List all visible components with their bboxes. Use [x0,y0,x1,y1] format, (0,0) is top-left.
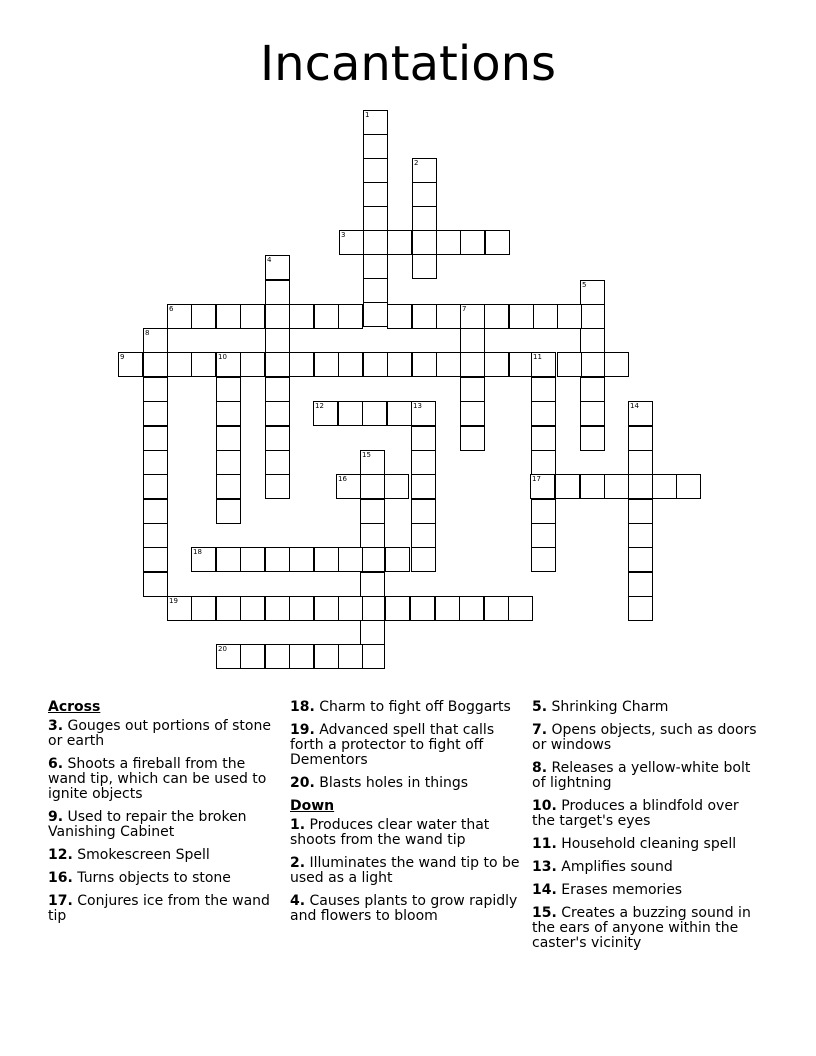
grid-cell[interactable] [460,426,485,451]
grid-cell[interactable] [191,547,216,572]
cell-number: 11 [533,353,542,361]
clue-number: 20. [290,775,315,791]
grid-cell[interactable] [580,377,605,402]
grid-cell[interactable] [143,523,168,548]
grid-cell[interactable] [143,572,168,597]
grid-cell[interactable] [628,572,653,597]
grid-cell[interactable] [363,254,388,279]
grid-cell[interactable] [360,620,385,645]
grid-cell[interactable] [216,450,241,475]
grid-cell[interactable] [191,596,216,621]
grid-cell[interactable] [289,644,314,669]
grid-cell[interactable] [289,547,314,572]
grid-cell[interactable] [265,280,290,305]
grid-cell[interactable] [191,352,216,377]
cell-number: 14 [630,402,639,410]
clue-number: 10. [532,798,557,814]
grid-cell[interactable] [652,474,677,499]
clue-section-heading: Across [48,699,101,715]
grid-cell[interactable] [360,499,385,524]
grid-cell[interactable] [412,230,437,255]
grid-cell[interactable] [265,401,290,426]
cell-number: 12 [315,402,324,410]
clue-item [48,757,280,802]
cell-number: 13 [413,402,422,410]
grid-cell[interactable] [143,352,168,377]
grid-cell[interactable] [580,474,605,499]
grid-cell[interactable] [289,352,314,377]
grid-cell[interactable] [557,304,582,329]
clue-item [532,700,764,715]
grid-cell[interactable] [580,352,605,377]
grid-cell[interactable] [143,401,168,426]
cell-number: 18 [193,548,202,556]
grid-cell[interactable] [240,596,265,621]
grid-cell[interactable] [580,328,605,353]
grid-cell[interactable] [363,278,388,303]
grid-cell[interactable] [216,304,241,329]
cell-number: 8 [145,329,150,337]
grid-cell[interactable] [628,596,653,621]
grid-cell[interactable] [216,596,241,621]
clue-section-heading: Down [290,798,335,814]
grid-cell[interactable] [411,499,436,524]
grid-cell[interactable] [265,426,290,451]
grid-cell[interactable] [485,230,510,255]
clue-item [290,818,522,848]
grid-cell[interactable] [557,352,582,377]
clue-text: Illuminates the wand tip to be used as a light [290,855,520,886]
clue-item [290,856,522,886]
grid-cell[interactable] [412,254,437,279]
puzzle-title: Incantations [260,36,556,92]
grid-cell[interactable] [360,644,385,669]
clue-item [48,810,280,840]
clue-text: Used to repair the broken Vanishing Cabinet [48,809,247,840]
grid-cell[interactable] [411,523,436,548]
grid-cell[interactable] [460,377,485,402]
grid-cell[interactable] [265,450,290,475]
grid-cell[interactable] [363,302,388,327]
grid-cell[interactable] [412,304,437,329]
grid-cell[interactable] [339,230,364,255]
grid-cell[interactable] [143,499,168,524]
grid-cell[interactable] [436,352,461,377]
clue-text: Causes plants to grow rapidly and flowers to bloom [290,893,518,924]
grid-cell[interactable] [216,547,241,572]
grid-cell[interactable] [387,352,412,377]
grid-cell[interactable] [580,280,605,305]
grid-cell[interactable] [628,426,653,451]
cell-number: 6 [169,305,174,313]
grid-cell[interactable] [410,596,435,621]
grid-cell[interactable] [531,547,556,572]
clue-text: Shrinking Charm [547,699,669,715]
grid-cell[interactable] [460,352,485,377]
grid-cell[interactable] [436,304,461,329]
grid-cell[interactable] [411,474,436,499]
clue-number: 15. [532,905,557,921]
clue-number: 8. [532,760,548,776]
grid-cell[interactable] [313,401,338,426]
clue-item [532,906,764,951]
grid-cell[interactable] [628,450,653,475]
clue-text: Blasts holes in things [314,775,469,791]
grid-cell[interactable] [460,401,485,426]
cell-number: 5 [582,281,587,289]
grid-cell[interactable] [314,352,339,377]
grid-cell[interactable] [533,304,558,329]
clue-number: 1. [290,817,306,833]
clues-column-1 [48,700,280,932]
grid-cell[interactable] [411,450,436,475]
clue-item [532,837,764,852]
grid-cell[interactable] [530,474,555,499]
grid-cell[interactable] [338,596,363,621]
grid-cell[interactable] [363,134,388,159]
clues-column-3 [532,700,764,959]
clue-item [532,761,764,791]
grid-cell[interactable] [363,182,388,207]
clue-number: 5. [532,699,548,715]
grid-cell[interactable] [580,401,605,426]
cell-number: 4 [267,256,272,264]
grid-cell[interactable] [143,328,168,353]
clue-number: 4. [290,893,306,909]
grid-cell[interactable] [460,304,485,329]
grid-cell[interactable] [167,596,192,621]
clue-text: Produces clear water that shoots from the wand tip [290,817,490,848]
clue-number: 9. [48,809,64,825]
grid-cell[interactable] [387,304,412,329]
grid-cell[interactable] [459,596,484,621]
clue-number: 11. [532,836,557,852]
cell-number: 19 [169,597,178,605]
grid-cell[interactable] [143,377,168,402]
clue-item [290,776,522,791]
grid-cell[interactable] [336,474,361,499]
grid-cell[interactable] [360,596,385,621]
cell-number: 20 [218,645,227,653]
clue-number: 16. [48,870,73,886]
grid-cell[interactable] [265,328,290,353]
grid-cell[interactable] [435,596,460,621]
clue-text: Advanced spell that calls forth a protector to fight off Dementors [290,722,495,768]
grid-cell[interactable] [411,401,436,426]
grid-cell[interactable] [265,596,290,621]
clue-number: 2. [290,855,306,871]
grid-cell[interactable] [460,230,485,255]
clue-number: 19. [290,722,315,738]
grid-cell[interactable] [509,352,534,377]
grid-cell[interactable] [604,474,629,499]
grid-cell[interactable] [362,401,387,426]
clue-number: 18. [290,699,315,715]
grid-cell[interactable] [628,474,653,499]
grid-cell[interactable] [314,644,339,669]
clue-item [532,799,764,829]
grid-cell[interactable] [412,352,437,377]
grid-cell[interactable] [628,523,653,548]
cell-number: 10 [218,353,227,361]
grid-cell[interactable] [484,352,509,377]
grid-cell[interactable] [531,450,556,475]
grid-cell[interactable] [580,426,605,451]
clue-item [532,723,764,753]
grid-cell[interactable] [411,426,436,451]
grid-cell[interactable] [240,547,265,572]
clue-number: 6. [48,756,64,772]
grid-cell[interactable] [628,547,653,572]
clue-number: 17. [48,893,73,909]
grid-cell[interactable] [384,474,409,499]
grid-cell[interactable] [167,352,192,377]
grid-cell[interactable] [314,596,339,621]
grid-cell[interactable] [509,304,534,329]
clue-number: 7. [532,722,548,738]
grid-cell[interactable] [167,304,192,329]
grid-cell[interactable] [289,304,314,329]
grid-cell[interactable] [436,230,461,255]
grid-cell[interactable] [240,304,265,329]
cell-number: 9 [120,353,125,361]
grid-cell[interactable] [628,401,653,426]
grid-cell[interactable] [412,182,437,207]
clue-item [290,894,522,924]
cell-number: 2 [414,159,419,167]
clue-item [532,883,764,898]
grid-cell[interactable] [360,450,385,475]
clue-item [532,860,764,875]
grid-cell[interactable] [531,426,556,451]
grid-cell[interactable] [363,158,388,183]
grid-cell[interactable] [385,547,410,572]
grid-cell[interactable] [580,304,605,329]
grid-cell[interactable] [628,499,653,524]
grid-cell[interactable] [265,304,290,329]
grid-cell[interactable] [216,377,241,402]
clue-item [48,719,280,749]
clue-number: 13. [532,859,557,875]
grid-cell[interactable] [508,596,533,621]
cell-number: 17 [532,475,541,483]
grid-cell[interactable] [411,547,436,572]
clue-number: 12. [48,847,73,863]
grid-cell[interactable] [338,304,363,329]
grid-cell[interactable] [360,547,385,572]
cell-number: 16 [338,475,347,483]
grid-cell[interactable] [531,499,556,524]
grid-cell[interactable] [143,474,168,499]
clue-text: Amplifies sound [556,859,673,875]
grid-cell[interactable] [216,352,241,377]
clue-item [48,894,280,924]
grid-cell[interactable] [387,230,412,255]
grid-cell[interactable] [314,304,339,329]
grid-cell[interactable] [385,596,410,621]
grid-cell[interactable] [216,474,241,499]
grid-cell[interactable] [338,547,363,572]
clue-item [290,700,522,715]
grid-cell[interactable] [360,572,385,597]
grid-cell[interactable] [143,547,168,572]
clue-item [48,848,280,863]
grid-cell[interactable] [604,352,629,377]
cell-number: 15 [362,451,371,459]
grid-cell[interactable] [460,328,485,353]
clue-text: Conjures ice from the wand tip [48,893,270,924]
grid-cell[interactable] [265,644,290,669]
grid-cell[interactable] [289,596,314,621]
clues-column-2 [290,700,522,932]
grid-cell[interactable] [484,596,509,621]
clue-text: Erases memories [556,882,683,898]
grid-cell[interactable] [216,426,241,451]
grid-cell[interactable] [531,377,556,402]
grid-cell[interactable] [240,352,265,377]
grid-cell[interactable] [363,110,388,135]
grid-cell[interactable] [363,352,388,377]
grid-cell[interactable] [216,499,241,524]
grid-cell[interactable] [265,377,290,402]
grid-cell[interactable] [412,206,437,231]
clue-item [290,723,522,768]
grid-cell[interactable] [191,304,216,329]
grid-cell[interactable] [484,304,509,329]
grid-cell[interactable] [531,352,556,377]
grid-cell[interactable] [143,426,168,451]
grid-cell[interactable] [240,644,265,669]
grid-cell[interactable] [118,352,143,377]
grid-cell[interactable] [676,474,701,499]
grid-cell[interactable] [360,474,385,499]
clue-text: Releases a yellow-white bolt of lightning [532,760,751,791]
grid-cell[interactable] [143,450,168,475]
grid-cell[interactable] [265,547,290,572]
clue-text: Charm to fight off Boggarts [314,699,511,715]
clue-text: Opens objects, such as doors or windows [532,722,757,753]
grid-cell[interactable] [338,401,363,426]
clue-text: Turns objects to stone [72,870,231,886]
grid-cell[interactable] [412,158,437,183]
cell-number: 1 [365,111,370,119]
cell-number: 3 [341,231,346,239]
grid-cell[interactable] [363,206,388,231]
clue-text: Household cleaning spell [556,836,737,852]
grid-cell[interactable] [360,523,385,548]
grid-cell[interactable] [314,547,339,572]
clue-number: 3. [48,718,64,734]
grid-cell[interactable] [216,401,241,426]
grid-cell[interactable] [531,523,556,548]
grid-cell[interactable] [363,230,388,255]
clue-text: Produces a blindfold over the target's eyes [532,798,739,829]
grid-cell[interactable] [555,474,580,499]
cell-number: 7 [462,305,467,313]
clue-text: Creates a buzzing sound in the ears of anyone within the caster's vicinity [532,905,751,951]
grid-cell[interactable] [265,352,290,377]
clue-text: Shoots a fireball from the wand tip, which can be used to ignite objects [48,756,267,802]
grid-cell[interactable] [265,255,290,280]
clue-text: Gouges out portions of stone or earth [48,718,271,749]
clue-text: Smokescreen Spell [72,847,210,863]
grid-cell[interactable] [265,474,290,499]
grid-cell[interactable] [338,352,363,377]
grid-cell[interactable] [387,401,412,426]
clue-item [48,871,280,886]
grid-cell[interactable] [531,401,556,426]
grid-cell[interactable] [338,644,363,669]
grid-cell[interactable] [216,644,241,669]
clue-number: 14. [532,882,557,898]
